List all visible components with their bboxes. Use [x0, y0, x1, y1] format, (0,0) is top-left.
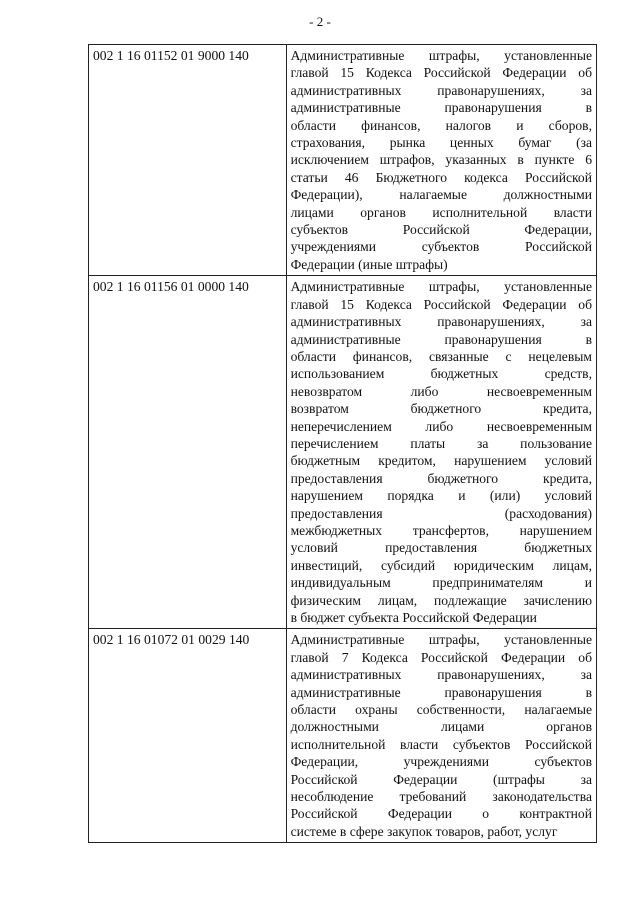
description-line: области охраны собственности, налагаемые — [290, 702, 592, 718]
description-line: Российской Федерации (штрафы за — [290, 771, 592, 787]
description-line: неперечислением либо несвоевременным — [290, 418, 592, 434]
description-line: Российской Федерации о контрактной — [290, 806, 592, 822]
description-line: несоблюдение требований законодательства — [290, 789, 592, 805]
budget-classification-code: 002 1 16 01072 01 0029 140 — [89, 629, 287, 843]
description-line: главой 15 Кодекса Российской Федерации об — [290, 296, 592, 312]
description-line: предоставления (расходования) — [290, 505, 592, 521]
description-line: Федерации (иные штрафы) — [290, 256, 448, 272]
description-line: административных правонарушениях, за — [290, 667, 592, 683]
description-line: Федерации), налагаемые должностными — [290, 187, 592, 203]
table-row — [89, 276, 597, 629]
description-line: области финансов, налогов и сборов, — [290, 117, 592, 133]
description-line: статьи 46 Бюджетного кодекса Российской — [290, 169, 592, 185]
page-number: - 2 - — [309, 14, 331, 29]
description-line: предоставления бюджетного кредита, — [290, 470, 592, 486]
description-line: субъектов Российской Федерации, — [290, 222, 592, 238]
description-line: системе в сфере закупок товаров, работ, услуг — [290, 823, 558, 839]
description-line: страхования, рынка ценных бумаг (за — [290, 135, 592, 151]
description-line: лицами органов исполнительной власти — [290, 204, 592, 220]
table-row — [89, 45, 597, 276]
description-line: Административные штрафы, установленные — [290, 48, 592, 63]
description-line: межбюджетных трансфертов, нарушением — [290, 522, 592, 538]
table-body — [89, 45, 597, 843]
description-line: возвратом бюджетного кредита, — [290, 401, 592, 417]
description-line: главой 7 Кодекса Российской Федерации об — [290, 649, 592, 665]
description-line: административные правонарушения в — [290, 684, 592, 700]
description-line: исполнительной власти субъектов Российской — [290, 736, 592, 752]
budget-classification-code: 002 1 16 01156 01 0000 140 — [89, 276, 287, 629]
code-description — [286, 629, 596, 843]
description-line: условий предоставления бюджетных — [290, 540, 592, 556]
code-description — [286, 276, 596, 629]
description-line: использованием бюджетных средств, — [290, 366, 592, 382]
description-line: Федерации, учреждениями субъектов — [290, 754, 592, 770]
description-line: физическим лицам, подлежащие зачислению — [290, 592, 592, 608]
table-row — [89, 629, 597, 843]
description-line: области финансов, связанные с нецелевым — [290, 348, 592, 364]
description-line: инвестиций, субсидий юридическим лицам, — [290, 557, 592, 573]
description-line: учреждениями субъектов Российской — [290, 239, 592, 255]
description-line: административных правонарушениях, за — [290, 314, 592, 330]
description-line: административные правонарушения в — [290, 331, 592, 347]
description-line: административных правонарушениях, за — [290, 82, 592, 98]
description-line: перечислением платы за пользование — [290, 435, 592, 451]
description-line: Административные штрафы, установленные — [290, 632, 592, 648]
description-line: индивидуальным предпринимателям и — [290, 575, 592, 591]
description-line: в бюджет субъекта Российской Федерации — [290, 610, 537, 625]
description-line: невозвратом либо несвоевременным — [290, 383, 592, 399]
description-line: бюджетным кредитом, нарушением условий — [290, 453, 592, 469]
description-line: главой 15 Кодекса Российской Федерации об — [290, 65, 592, 81]
description-line: должностными лицами органов — [290, 719, 592, 735]
code-description — [286, 45, 596, 276]
description-line: Административные штрафы, установленные — [290, 279, 592, 295]
description-line: административные правонарушения в — [290, 100, 592, 116]
budget-classification-code: 002 1 16 01152 01 9000 140 — [89, 45, 287, 276]
budget-code-table — [88, 44, 597, 843]
description-line: нарушением порядка и (или) условий — [290, 488, 592, 504]
description-line: исключением штрафов, указанных в пункте 6 — [290, 152, 592, 168]
